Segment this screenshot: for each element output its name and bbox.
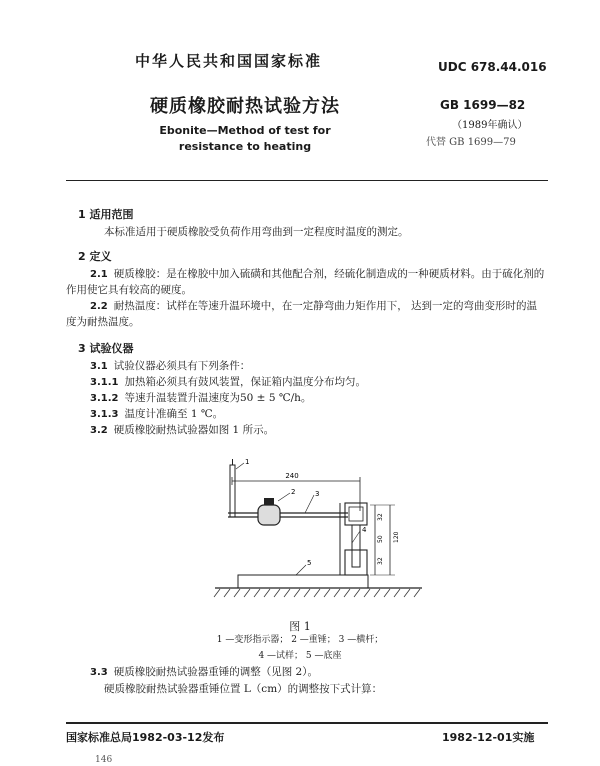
dim-50: 50 <box>377 535 384 543</box>
clause-2-2-text: 耐热温度：试样在等速升温环境中，在一定静弯曲力矩作用下， 达到一定的弯曲变形时的温 <box>113 300 538 312</box>
clause-3-1-3-text: 温度计准确至 1 ℃。 <box>124 408 224 420</box>
leader-5 <box>296 565 306 575</box>
ground-hatch <box>214 589 420 597</box>
clause-3-1-2-number: 3.1.2 <box>90 393 119 404</box>
figure-1-legend-line1: 1 —变形指示器； 2 —重锤； 3 —横杆； <box>216 635 384 645</box>
dim-240: 240 <box>285 472 299 480</box>
label-4: 4 <box>362 526 367 534</box>
label-1: 1 <box>245 458 250 466</box>
specimen <box>352 525 360 567</box>
header-divider <box>66 180 548 181</box>
dim-32-bottom: 32 <box>377 557 384 565</box>
clause-3-2 <box>90 422 274 439</box>
leader-4 <box>352 531 360 543</box>
footer-divider <box>66 722 548 724</box>
effective-date: 1982-12-01实施 <box>442 731 535 744</box>
gb-number: GB 1699—82 <box>440 98 526 112</box>
upper-clamp <box>345 503 367 525</box>
clause-3-1-3-number: 3.1.3 <box>90 409 119 420</box>
clause-3-1-2 <box>90 390 311 407</box>
clause-2-1 <box>90 266 550 283</box>
clause-2-2-cont: 度为耐热温度。 <box>66 316 140 328</box>
clause-3-3 <box>90 664 318 681</box>
clause-3-3-number: 3.3 <box>90 667 108 678</box>
weight-knob <box>264 498 274 505</box>
dim-32-top: 32 <box>377 513 384 521</box>
issue-statement: 国家标准总局1982-03-12发布 <box>66 731 225 744</box>
replaces-standard: 代替 GB 1699—79 <box>426 137 516 148</box>
section-3-heading: 3 试验仪器 <box>78 342 134 355</box>
section-1-heading: 1 适用范围 <box>78 208 134 221</box>
label-3: 3 <box>315 490 320 498</box>
clause-2-1-number: 2.1 <box>90 269 108 280</box>
clause-3-1-3 <box>90 406 223 423</box>
clause-2-2 <box>90 298 550 315</box>
base-plate <box>238 575 368 588</box>
clause-2-2-number: 2.2 <box>90 301 108 312</box>
clause-3-1-number: 3.1 <box>90 361 108 372</box>
udc-code: UDC 678.44.016 <box>438 60 547 74</box>
heavy-weight <box>258 505 280 525</box>
clause-3-2-text: 硬质橡胶耐热试验器如图 1 所示。 <box>113 424 275 436</box>
lower-clamp <box>345 550 367 575</box>
figure-1-title: 图 1 <box>289 620 311 633</box>
document-title-en <box>150 123 340 155</box>
clause-3-3-text: 硬质橡胶耐热试验器重锤的调整（见图 2）。 <box>113 666 318 678</box>
clause-2-1-cont: 作用使它具有较高的硬度。 <box>66 284 192 296</box>
page-number: 146 <box>95 755 113 765</box>
title-en-line1: Ebonite—Method of test for <box>159 124 331 137</box>
figure-1-legend-line2: 4 —试样； 5 —底座 <box>258 651 342 661</box>
leader-2 <box>278 493 290 501</box>
clause-3-1-1-text: 加热箱必须具有鼓风装置，保证箱内温度分布均匀。 <box>124 376 366 388</box>
label-5: 5 <box>307 559 312 567</box>
clause-2-1-text: 硬质橡胶：是在橡胶中加入硫磺和其他配合剂，经硫化制造成的一种硬质材料。由于硫化剂的 <box>113 268 545 280</box>
section-2-heading: 2 定义 <box>78 250 112 263</box>
label-2: 2 <box>291 488 296 496</box>
clause-3-3-cont: 硬质橡胶耐热试验器重锤位置 L（cm）的调整按下式计算： <box>104 683 383 695</box>
clause-3-1-text: 试验仪器必须具有下列条件： <box>113 360 251 372</box>
apparatus-diagram <box>200 455 430 615</box>
deformation-indicator <box>230 465 235 517</box>
dim-120: 120 <box>393 531 400 543</box>
clause-3-2-number: 3.2 <box>90 425 108 436</box>
clause-3-1-2-text: 等速升温装置升温速度为50 ± 5 ℃/h。 <box>124 392 312 404</box>
issuing-country-standard: 中华人民共和国国家标准 <box>135 52 323 70</box>
upper-clamp-inner <box>349 507 363 521</box>
clause-3-1-1 <box>90 374 366 391</box>
leader-3 <box>305 495 314 513</box>
clause-3-1 <box>90 358 250 375</box>
document-title-cn: 硬质橡胶耐热试验方法 <box>150 96 340 117</box>
confirmation-year: （1989年确认） <box>452 120 528 131</box>
title-en-line2: resistance to heating <box>178 140 312 153</box>
section-1-text: 本标准适用于硬质橡胶受负荷作用弯曲到一定程度时温度的测定。 <box>104 226 409 238</box>
clause-3-1-1-number: 3.1.1 <box>90 377 119 388</box>
leader-1 <box>236 463 244 469</box>
